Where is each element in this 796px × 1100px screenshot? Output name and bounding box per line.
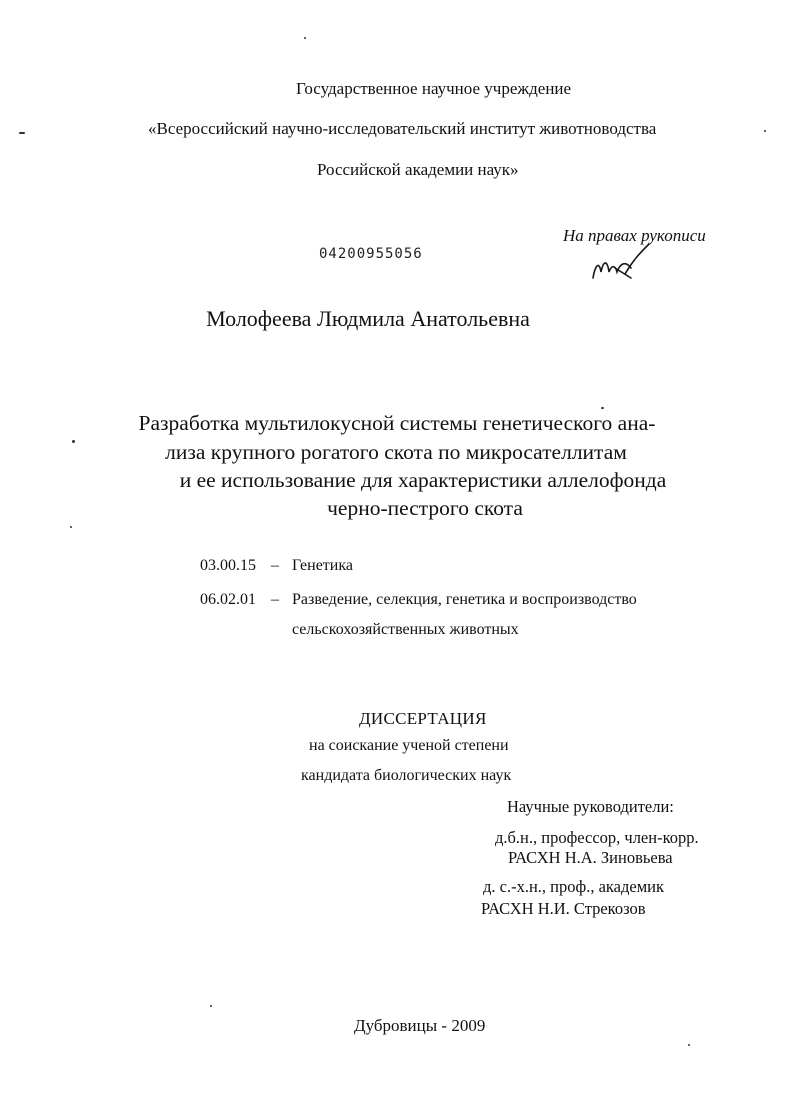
supervisors-heading: Научные руководители: xyxy=(507,797,674,816)
supervisor-2-line-1: д. с.-х.н., проф., академик xyxy=(483,877,664,896)
specialty-dash: – xyxy=(271,557,279,574)
specialty-code: 03.00.15 xyxy=(200,557,256,574)
specialty-code: 06.02.01 xyxy=(200,591,256,608)
author-name: Молофеева Людмила Анатольевна xyxy=(206,306,530,331)
scan-speck xyxy=(19,132,25,134)
specialty-dash: – xyxy=(271,591,279,608)
scan-speck xyxy=(72,440,75,443)
document-type: ДИССЕРТАЦИЯ xyxy=(359,709,487,728)
title-line-4: черно-пестрого скота xyxy=(327,496,523,520)
supervisor-2-line-2: РАСХН Н.И. Стрекозов xyxy=(481,899,646,918)
scan-speck xyxy=(688,1044,690,1046)
specialty-name-continued: сельскохозяйственных животных xyxy=(292,621,519,638)
supervisor-1-line-2: РАСХН Н.А. Зиновьева xyxy=(508,848,673,867)
scan-speck xyxy=(70,526,72,528)
degree-line-3: кандидата биологических наук xyxy=(301,767,512,784)
scan-speck xyxy=(210,1005,212,1007)
institution-line-1: Государственное научное учреждение xyxy=(296,79,572,98)
institution-line-3: Российской академии наук» xyxy=(317,160,519,179)
manuscript-rights: На правах рукописи xyxy=(563,226,706,245)
degree-line-2: на соискание ученой степени xyxy=(309,737,509,754)
specialty-name: Генетика xyxy=(292,557,353,574)
supervisor-1-line-1: д.б.н., профессор, член-корр. xyxy=(495,828,699,847)
title-line-1: Разработка мультилокусной системы генетического ана- xyxy=(138,411,656,435)
title-line-3: и ее использование для характеристики аллелофонда xyxy=(179,468,667,492)
scan-speck xyxy=(764,130,766,132)
scan-speck xyxy=(304,37,306,39)
institution-line-2: «Всероссийский научно-исследовательский институт животноводства xyxy=(148,119,657,138)
title-line-2: лиза крупного рогатого скота по микросателлитам xyxy=(165,440,627,464)
place-year: Дубровицы - 2009 xyxy=(354,1016,486,1035)
signature xyxy=(585,238,655,288)
specialty-name: Разведение, селекция, генетика и воспроизводство xyxy=(292,591,637,608)
registry-number: 04200955056 xyxy=(319,246,423,262)
scan-speck xyxy=(601,407,604,409)
